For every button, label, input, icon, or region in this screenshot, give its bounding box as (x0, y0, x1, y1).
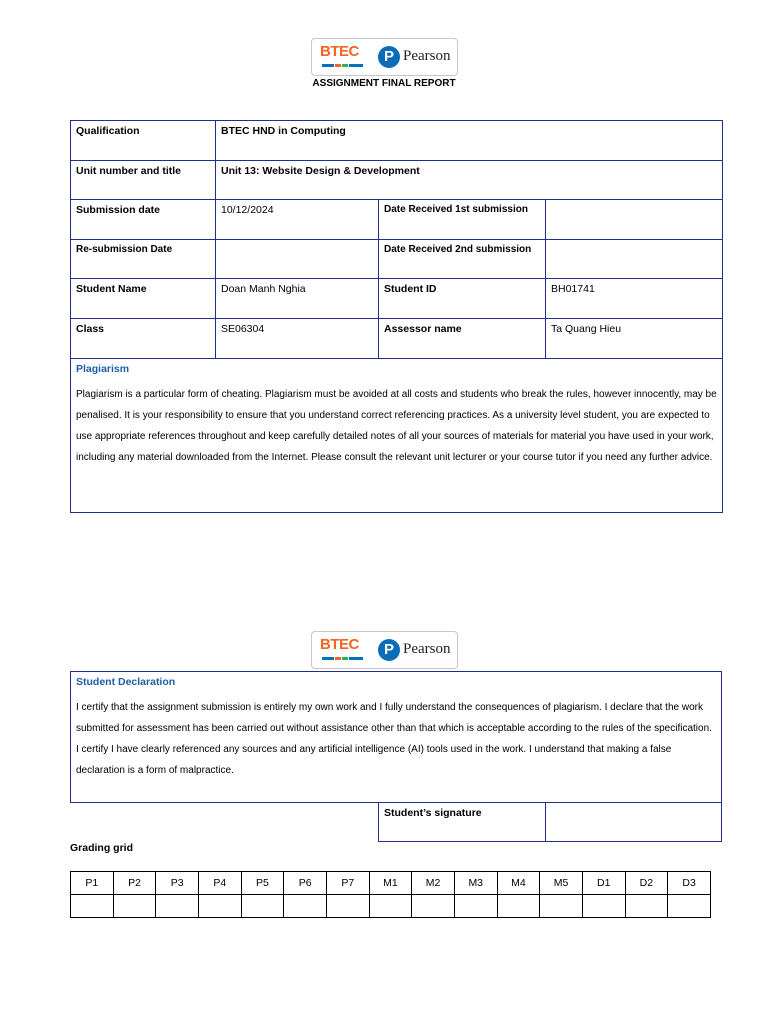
class-value: SE06304 (216, 319, 379, 359)
btec-logo-strip (322, 63, 364, 67)
submission-date-label: Submission date (71, 200, 216, 240)
grade-cell-m1[interactable] (369, 895, 412, 918)
table-row (71, 200, 723, 240)
date-received-1-label: Date Received 1st submission (379, 200, 546, 240)
assessor-label: Assessor name (379, 319, 546, 359)
grade-header-d2: D2 (625, 872, 668, 895)
qualification-value: BTEC HND in Computing (216, 121, 723, 161)
grading-grid-value-row (71, 895, 711, 918)
grade-header-p6: P6 (284, 872, 327, 895)
student-id-value: BH01741 (546, 279, 723, 319)
plagiarism-text: Plagiarism is a particular form of cheating. Plagiarism must be avoided at all costs and students who break the rules, however innocently, may be penalised. It is your responsibility to ensure that you understand correct referencing practices. As a university level student, you are expected to use appropriate references throughout and keep carefully detailed notes of all your sources of materials for material you have used in your work, including any material downloaded from the Internet. Please consult the relevant unit lecturer or your course tutor if you need any further advice. (76, 389, 717, 463)
grade-header-d3: D3 (668, 872, 711, 895)
assignment-info-table (70, 120, 723, 513)
grade-cell-m4[interactable] (497, 895, 540, 918)
student-name-label: Student Name (71, 279, 216, 319)
btec-logo-strip (322, 656, 364, 660)
table-row (71, 161, 723, 200)
grade-cell-p5[interactable] (241, 895, 284, 918)
grade-cell-m5[interactable] (540, 895, 583, 918)
grade-header-p4: P4 (198, 872, 241, 895)
table-row (71, 359, 723, 513)
date-received-1-value (546, 200, 723, 240)
table-row (71, 240, 723, 279)
grade-cell-m3[interactable] (454, 895, 497, 918)
grade-header-m3: M3 (454, 872, 497, 895)
declaration-title: Student Declaration (76, 676, 176, 688)
date-received-2-label: Date Received 2nd submission (379, 240, 546, 279)
table-row (71, 279, 723, 319)
signature-label: Student’s signature (378, 802, 546, 842)
student-id-label: Student ID (379, 279, 546, 319)
grade-header-d1: D1 (582, 872, 625, 895)
grade-cell-m2[interactable] (412, 895, 455, 918)
grade-header-p1: P1 (71, 872, 114, 895)
grade-header-p3: P3 (156, 872, 199, 895)
grade-header-p7: P7 (326, 872, 369, 895)
grade-cell-p1[interactable] (71, 895, 114, 918)
grade-header-m4: M4 (497, 872, 540, 895)
resubmission-date-label: Re-submission Date (71, 240, 216, 279)
grade-header-m5: M5 (540, 872, 583, 895)
submission-date-value: 10/12/2024 (216, 200, 379, 240)
logo-header (311, 38, 458, 76)
grade-cell-d2[interactable] (625, 895, 668, 918)
assessor-value: Ta Quang Hieu (546, 319, 723, 359)
btec-logo-text: BTEC (320, 636, 359, 653)
table-row (71, 121, 723, 161)
pearson-logo-icon: P (378, 46, 400, 68)
plagiarism-title: Plagiarism (76, 363, 130, 375)
grade-header-p5: P5 (241, 872, 284, 895)
pearson-logo-text: Pearson (403, 48, 451, 64)
grading-grid-header-row (71, 872, 711, 895)
pearson-logo-text: Pearson (403, 641, 451, 657)
signature-field[interactable] (545, 802, 722, 842)
btec-logo (318, 43, 366, 71)
report-title: ASSIGNMENT FINAL REPORT (312, 78, 456, 89)
grade-cell-p7[interactable] (326, 895, 369, 918)
grade-cell-d1[interactable] (582, 895, 625, 918)
grade-cell-d3[interactable] (668, 895, 711, 918)
grading-grid-title: Grading grid (70, 842, 133, 854)
btec-logo-text: BTEC (320, 43, 359, 60)
class-label: Class (71, 319, 216, 359)
grade-cell-p3[interactable] (156, 895, 199, 918)
unit-label: Unit number and title (71, 161, 216, 200)
logo-header-page-2 (311, 631, 458, 669)
grade-cell-p4[interactable] (198, 895, 241, 918)
grade-cell-p6[interactable] (284, 895, 327, 918)
plagiarism-section (71, 359, 723, 513)
btec-logo (318, 636, 366, 664)
unit-value: Unit 13: Website Design & Development (216, 161, 723, 200)
student-declaration-section (70, 671, 722, 803)
grade-cell-p2[interactable] (113, 895, 156, 918)
declaration-text: I certify that the assignment submission is entirely my own work and I fully understand the consequences of plagiarism. I declare that the work submitted for assessment has been carried out without assistance other than that which is acceptable according to the rules of the specification. I certify I have clearly referenced any sources and any artificial intelligence (AI) tools used in the work. I understand that making a false declaration is a form of malpractice. (76, 702, 712, 776)
qualification-label: Qualification (71, 121, 216, 161)
grading-grid-table (70, 871, 711, 918)
student-name-value: Doan Manh Nghia (216, 279, 379, 319)
date-received-2-value (546, 240, 723, 279)
grade-header-m2: M2 (412, 872, 455, 895)
resubmission-date-value (216, 240, 379, 279)
grade-header-p2: P2 (113, 872, 156, 895)
table-row (71, 319, 723, 359)
grade-header-m1: M1 (369, 872, 412, 895)
pearson-logo-icon: P (378, 639, 400, 661)
